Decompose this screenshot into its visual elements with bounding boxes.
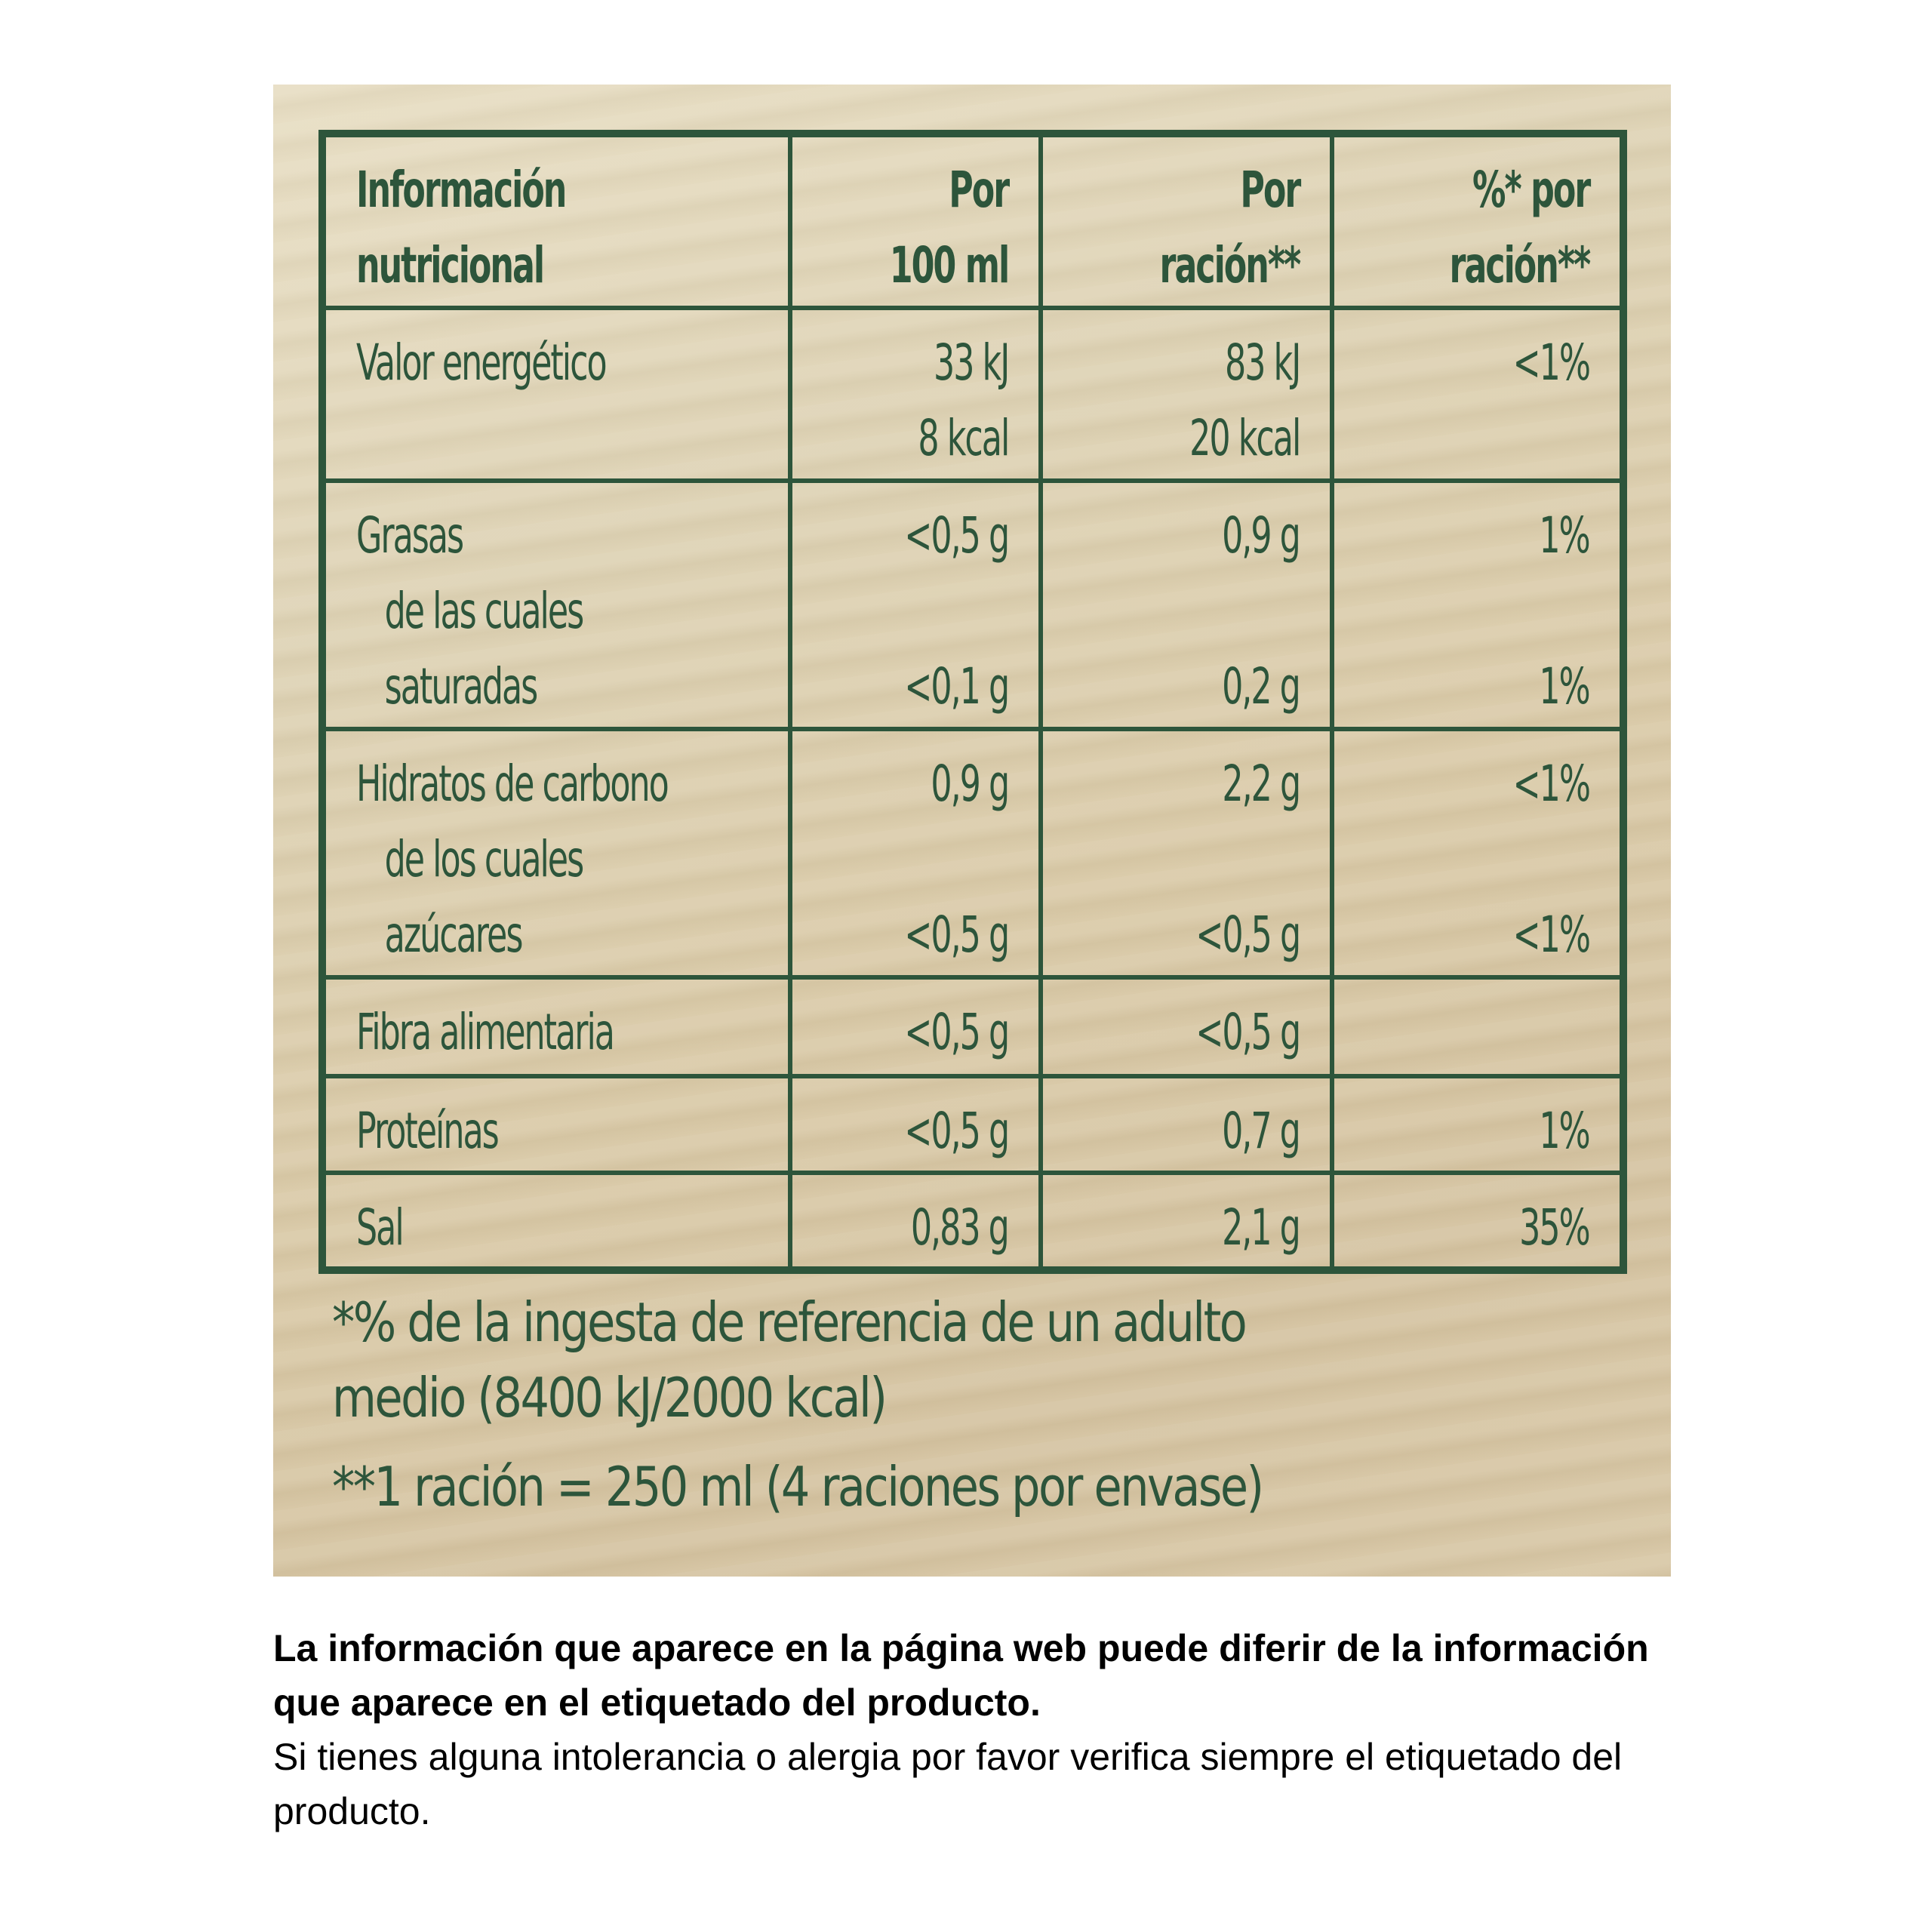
row-value-per-serving: 2,1 g <box>1041 1173 1332 1270</box>
row-value-per-serving: 83 kJ 20 kcal <box>1041 308 1332 481</box>
nutrition-table <box>318 130 1627 1274</box>
row-value-per100: 0,83 g <box>790 1173 1041 1270</box>
row-value-per-serving: 0,7 g <box>1041 1076 1332 1174</box>
disclaimer-bold-text: La información que aparece en la página web puede diferir de la información que aparece en el etiquetado del producto. <box>273 1627 1649 1724</box>
row-value-per100: 33 kJ 8 kcal <box>790 308 1041 481</box>
row-value-pct: 1% <box>1332 1076 1623 1174</box>
header-per-serving: Por ración** <box>1041 134 1332 308</box>
row-label: Hidratos de carbono de los cuales azúcares <box>322 729 790 977</box>
table-row-energy <box>322 308 1623 481</box>
row-value-per100: <0,5 g <0,1 g <box>790 481 1041 729</box>
table-row-salt <box>322 1173 1623 1270</box>
row-value-per100: <0,5 g <box>790 1076 1041 1174</box>
table-header-row <box>322 134 1623 308</box>
table-row-fats <box>322 481 1623 729</box>
footnote-serving-size: **1 ración = 250 ml (4 raciones por envase) <box>332 1455 1263 1518</box>
footnote-reference-intake-line2: medio (8400 kJ/2000 kcal) <box>332 1366 886 1429</box>
row-value-pct <box>1332 977 1623 1076</box>
disclaimer-regular-text: Si tienes alguna intolerancia o alergia por favor verifica siempre el etiquetado del producto. <box>273 1736 1623 1832</box>
row-label: Fibra alimentaria <box>322 977 790 1076</box>
footnote-reference-intake-line1: *% de la ingesta de referencia de un adulto <box>332 1291 1246 1354</box>
row-value-pct: 1% 1% <box>1332 481 1623 729</box>
nutrition-label-panel <box>273 85 1671 1577</box>
footnotes <box>332 1284 1439 1524</box>
row-label: Sal <box>322 1173 790 1270</box>
header-per-100ml: Por 100 ml <box>790 134 1041 308</box>
header-nutrition-info: Información nutricional <box>322 134 790 308</box>
table-row-fiber <box>322 977 1623 1076</box>
table-row-proteins <box>322 1076 1623 1174</box>
row-value-per-serving: <0,5 g <box>1041 977 1332 1076</box>
row-value-per100: <0,5 g <box>790 977 1041 1076</box>
header-pct-per-serving: %* por ración** <box>1332 134 1623 308</box>
row-value-pct: <1% <1% <box>1332 729 1623 977</box>
row-value-pct: <1% <box>1332 308 1623 481</box>
row-label: Valor energético <box>322 308 790 481</box>
row-label: Proteínas <box>322 1076 790 1174</box>
disclaimer <box>273 1621 1692 1838</box>
row-value-per100: 0,9 g <0,5 g <box>790 729 1041 977</box>
table-row-carbohydrates <box>322 729 1623 977</box>
row-value-per-serving: 0,9 g 0,2 g <box>1041 481 1332 729</box>
row-label: Grasas de las cuales saturadas <box>322 481 790 729</box>
row-value-per-serving: 2,2 g <0,5 g <box>1041 729 1332 977</box>
row-value-pct: 35% <box>1332 1173 1623 1270</box>
